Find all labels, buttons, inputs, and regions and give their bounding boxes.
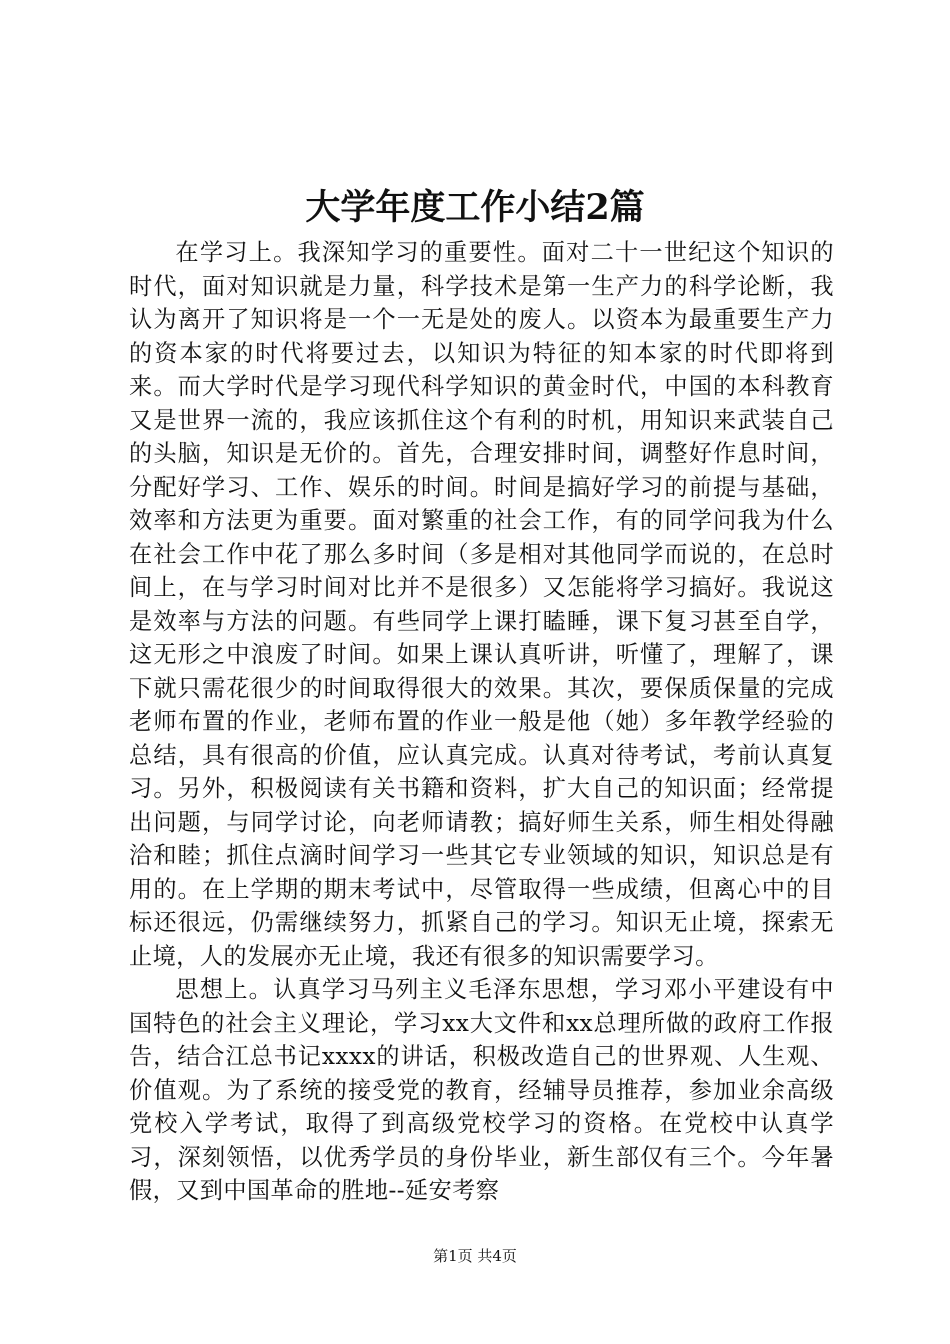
document-title: 大学年度工作小结2篇 [305, 187, 645, 228]
document-body [129, 236, 834, 1208]
page-number-footer: 第1页 共4页 [433, 1247, 517, 1265]
paragraph-study: 在学习上。我深知学习的重要性。面对二十一世纪这个知识的时代，面对知识就是力量，科学技术是第一生产力的科学论断，我认为离开了知识将是一个一无是处的废人。以资本为最重要生产力的资本家的时代将要过去，以知识为特征的知本家的时代即将到来。而大学时代是学习现代科学知识的黄金时代，中国的本科教育又是世界一流的，我应该抓住这个有利的时机，用知识来武装自己的头脑，知识是无价的。首先，合理安排时间，调整好作息时间，分配好学习、工作、娱乐的时间。时间是搞好学习的前提与基础，效率和方法更为重要。面对繁重的社会工作，有的同学问我为什么在社会工作中花了那么多时间（多是相对其他同学而说的，在总时间上，在与学习时间对比并不是很多）又怎能将学习搞好。我说这是效率与方法的问题。有些同学上课打瞌睡，课下复习甚至自学，这无形之中浪废了时间。如果上课认真听讲，听懂了，理解了，课下就只需花很少的时间取得很大的效果。其次，要保质保量的完成老师布置的作业，老师布置的作业一般是他（她）多年教学经验的总结，具有很高的价值，应认真完成。认真对待考试，考前认真复习。另外，积极阅读有关书籍和资料，扩大自己的知识面；经常提出问题，与同学讨论，向老师请教；搞好师生关系，师生相处得融洽和睦；抓住点滴时间学习一些其它专业领域的知识，知识总是有用的。在上学期的期末考试中，尽管取得一些成绩，但离心中的目标还很远，仍需继续努力，抓紧自己的学习。知识无止境，探索无止境，人的发展亦无止境，我还有很多的知识需要学习。 [129, 239, 834, 970]
paragraph-thought: 思想上。认真学习马列主义毛泽东思想，学习邓小平建设有中国特色的社会主义理论，学习xx大文件和xx总理所做的政府工作报告，结合江总书记xxxx的讲话，积极改造自己的世界观、人生观、价值观。为了系统的接受党的教育，经辅导员推荐，参加业余高级党校入学考试，取得了到高级党校学习的资格。在党校中认真学习，深刻领悟，以优秀学员的身份毕业，新生部仅有三个。今年暑假，又到中国革命的胜地--延安考察 [129, 976, 834, 1204]
